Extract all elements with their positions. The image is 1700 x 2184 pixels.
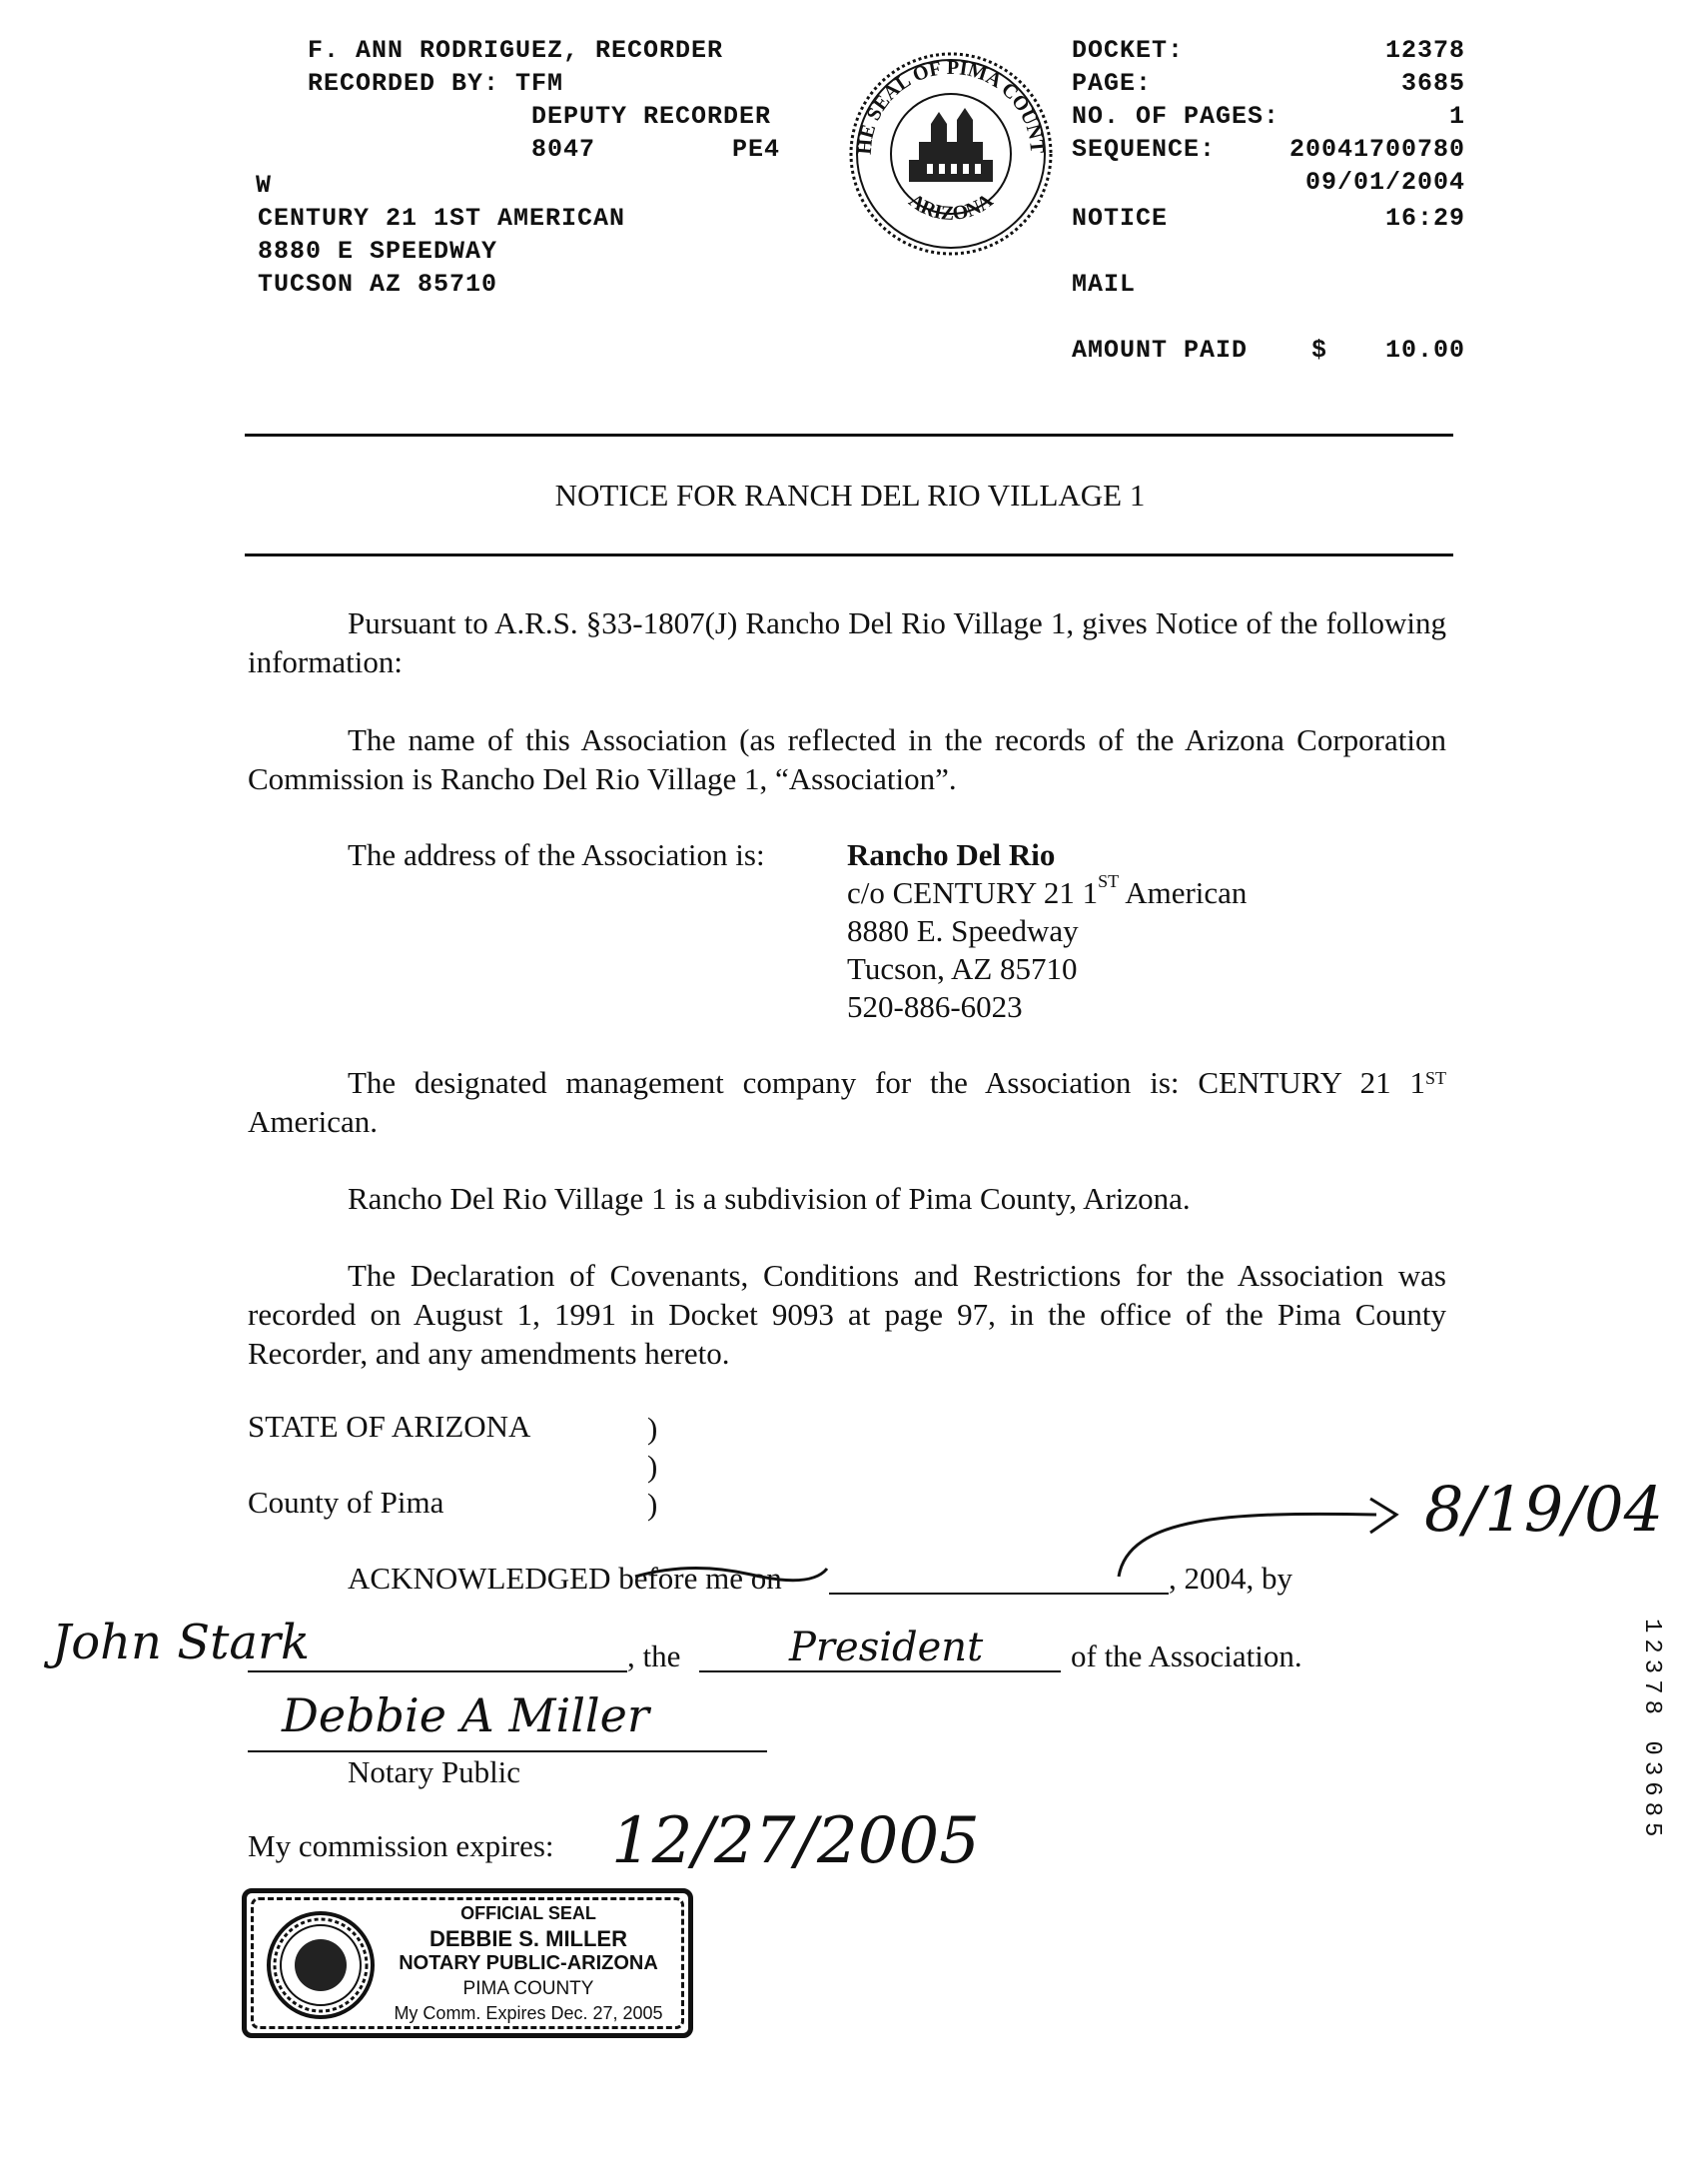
sequence-value: 20041700780 — [1288, 135, 1465, 164]
recorded-by: RECORDED BY: TFM — [308, 69, 564, 98]
page-label: PAGE: — [1072, 69, 1153, 98]
svg-text:THE SEAL OF PIMA COUNTY — [847, 50, 1048, 155]
signer-line — [248, 1670, 627, 1672]
recorder-name: F. ANN RODRIGUEZ, RECORDER — [308, 36, 724, 65]
address-street: 8880 E. Speedway — [847, 913, 1079, 948]
svg-text:ARIZONA — [905, 189, 998, 225]
amount-label: AMOUNT PAID — [1072, 336, 1249, 365]
hand-signer-name: John Stark — [52, 1615, 311, 1670]
hand-date: 8/19/04 — [1424, 1473, 1664, 1546]
county-seal-icon — [847, 50, 1055, 258]
ack-of-association: of the Association. — [1071, 1638, 1302, 1673]
docket-label: DOCKET: — [1072, 36, 1185, 65]
deputy-id: 8047 — [531, 135, 596, 164]
paragraph-declaration: The Declaration of Covenants, Conditions and Restrictions for the Association was recorded on August 1, 1991 in Docket 9093 at page 97, in the office of the Pima County Recorder, and any amendments hereto. — [248, 1258, 1446, 1371]
address-co-text: c/o CENTURY 21 1 — [847, 875, 1099, 910]
top-divider — [245, 434, 1453, 437]
address-co-sup: ST — [1098, 871, 1120, 891]
pages-label: NO. OF PAGES: — [1072, 102, 1280, 131]
commission-label: My commission expires: — [248, 1828, 554, 1863]
paragraph-pursuant: Pursuant to A.R.S. §33-1807(J) Rancho Del Rio Village 1, gives Notice of the following information: — [248, 605, 1446, 679]
title-line — [699, 1670, 1061, 1672]
venue-county: County of Pima — [248, 1485, 444, 1520]
pima-county-seal — [847, 50, 1055, 258]
strikethrough-mark-icon — [631, 1555, 831, 1595]
address-name: Rancho Del Rio — [847, 837, 1056, 872]
return-street: 8880 E SPEEDWAY — [258, 237, 498, 266]
page-value: 3685 — [1400, 69, 1465, 98]
amount-value: 10.00 — [1384, 336, 1465, 365]
hand-signer-title: President — [789, 1625, 984, 1670]
venue-paren-1: ) — [647, 1411, 658, 1446]
management-post: American. — [248, 1104, 378, 1139]
address-co-post: American — [1119, 875, 1248, 910]
paragraph-management — [248, 1063, 1446, 1141]
return-mark: W — [256, 171, 273, 200]
page-title: NOTICE FOR RANCH DEL RIO VILLAGE 1 — [554, 478, 1146, 513]
address-care-of — [847, 871, 1248, 911]
ack-year: , 2004, by — [1169, 1561, 1292, 1596]
stamp-line-1: OFFICIAL SEAL — [460, 1903, 596, 1923]
management-text: The designated management company for the Association is: CENTURY 21 1 — [348, 1065, 1425, 1100]
venue-paren-2: ) — [647, 1449, 658, 1484]
seal-text-top: HE SEAL OF PIMA COUNT — [853, 56, 1049, 156]
stamp-line-2: DEBBIE S. MILLER — [428, 1926, 627, 1951]
hand-commission-date: 12/27/2005 — [611, 1804, 980, 1878]
arizona-state-seal-icon — [265, 1909, 377, 2021]
recorded-date: 09/01/2004 — [1304, 168, 1465, 197]
paragraph-subdivision: Rancho Del Rio Village 1 is a subdivision of Pima County, Arizona. — [348, 1181, 1191, 1216]
address-label: The address of the Association is: — [348, 837, 765, 872]
management-sup: ST — [1424, 1068, 1446, 1088]
return-name: CENTURY 21 1ST AMERICAN — [258, 204, 626, 233]
ack-the: , the — [627, 1638, 681, 1673]
margin-docket-stamp: 12378 03685 — [1638, 1619, 1665, 1843]
seal-text-bottom: ARIZONA — [904, 189, 998, 226]
stamp-line-4: PIMA COUNTY — [462, 1978, 594, 1999]
return-city: TUCSON AZ 85710 — [258, 270, 498, 299]
document-type: NOTICE — [1072, 204, 1169, 233]
acknowledged-prefix: ACKNOWLEDGED before me on — [348, 1561, 782, 1596]
recorded-time: 16:29 — [1384, 204, 1465, 233]
venue-paren-3: ) — [647, 1487, 658, 1522]
amount-currency: $ — [1311, 336, 1328, 365]
address-city: Tucson, AZ 85710 — [847, 951, 1078, 986]
sequence-label: SEQUENCE: — [1072, 135, 1217, 164]
venue-state: STATE OF ARIZONA — [248, 1409, 531, 1444]
hand-notary-signature: Debbie A Miller — [282, 1688, 649, 1742]
pages-value: 1 — [1448, 102, 1465, 131]
deputy-recorder: DEPUTY RECORDER — [531, 102, 772, 131]
delivery-method: MAIL — [1072, 270, 1137, 299]
stamp-line-3: NOTARY PUBLIC-ARIZONA — [399, 1952, 658, 1974]
notary-label: Notary Public — [348, 1754, 521, 1789]
docket-value: 12378 — [1384, 36, 1465, 65]
notary-official-seal — [242, 1888, 693, 2038]
deputy-code: PE4 — [732, 135, 781, 164]
bottom-divider — [245, 553, 1453, 556]
paragraph-name: The name of this Association (as reflected in the records of the Arizona Corporation Commission is Rancho Del Rio Village 1, “Association”. — [248, 722, 1446, 796]
notary-signature-line — [248, 1750, 767, 1752]
ack-date-line — [829, 1593, 1169, 1595]
stamp-line-5: My Comm. Expires Dec. 27, 2005 — [394, 2003, 663, 2023]
address-phone: 520-886-6023 — [847, 989, 1023, 1024]
